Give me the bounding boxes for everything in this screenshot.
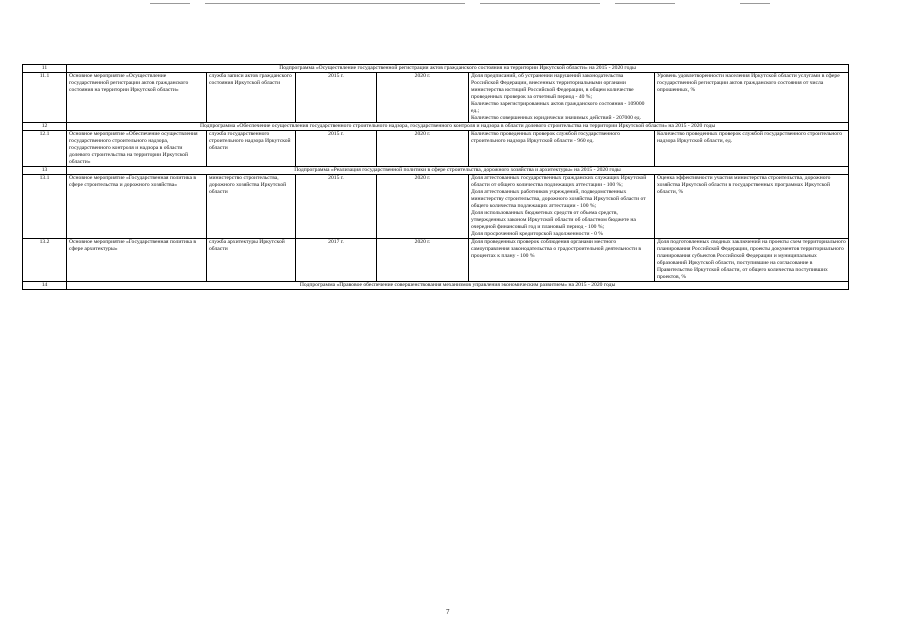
expected-results: Доля предписаний, об устранении нарушений законодательства Российской Федерации, внесенных территориальными органами министерства юстиций Российской Федерации, в общем количестве проведенных проверок за отчетный период - 40 %; Количество зарегистрированных актов гражданского состояния - 109000 ед.; Количество совершенных юридически значимых действий - 207000 ед. [469,72,655,122]
activity-name: Основное мероприятие «Государственная политика в сфере архитектуры» [67,238,207,281]
end-year: 2020 г. [377,174,469,238]
expected-results: Количество проведенных проверок службой государственного строительного надзора Иркутской области - 960 ед. [469,130,655,166]
activity-name: Основное мероприятие «Государственная политика в сфере строительства и дорожного хозяйства» [67,174,207,238]
row-number: 12.1 [23,130,67,166]
activity-name: Основное мероприятие «Осуществление государственной регистрации актов гражданского состояния на территории Иркутской области» [67,72,207,122]
row-number: 11 [23,65,67,73]
start-year: 2015 г. [296,130,377,166]
start-year: 2017 г. [296,238,377,281]
target-indicator: Доля подготовленных сводных заключений на проекты схем территориального планирования Российской Федерации, проекты документов территориального планирования субъектов Российской Федерации и муниципальных образований Иркутской области, поступившие на согласование в Правительство Иркутской области, от общего количества поступивших проектов, % [655,238,849,281]
start-year: 2015 г. [296,72,377,122]
page-number: 7 [446,608,450,616]
row-number: 11.1 [23,72,67,122]
expected-results: Доля аттестованных государственных гражданских служащих Иркутской области от общего количества подлежащих аттестации - 100 %; Доля аттестованных работников учреждений, подведомственных министерству строительства, дорожного хозяйства Иркутской области от общего количества подлежащих аттестации - 100 %; Доля использованных бюджетных средств от объема средств, утвержденных законом Иркутской области об областном бюджете на очередной финансовый год и плановый период - 100 %; Доля просроченной кредиторской задолженности - 0 % [469,174,655,238]
subprogram-title: Подпрограмма «Обеспечение осуществления государственного строительного надзора, государственного контроля и надзора в области долевого строительства на территории Иркутской области» на 2015 - 2020 годы [67,122,849,130]
row-number: 13.2 [23,238,67,281]
end-year: 2020 г. [377,130,469,166]
activity-row-13-1 [23,174,849,238]
row-number: 12 [23,122,67,130]
activity-name: Основное мероприятие «Обеспечение осуществления государственного строительного надзора, государственного контроля и надзора в области долевого строительства на территории Иркутской области» [67,130,207,166]
subprogram-title: Подпрограмма «Реализация государственной политики в сфере строительства, дорожного хозяйства и архитектуры» на 2015 - 2020 годы [67,166,849,174]
target-indicator: Оценка эффективности участия министерства строительства, дорожного хозяйства Иркутской области в государственных программах Иркутской области, % [655,174,849,238]
subprogram-row-13 [23,166,849,174]
executor: служба государственного строительного надзора Иркутской области [207,130,296,166]
activity-row-12-1 [23,130,849,166]
subprogram-row-11 [23,65,849,73]
expected-results: Доля проведенных проверок соблюдения органами местного самоуправления законодательства о градостроительной деятельности в процентах к плану - 100 % [469,238,655,281]
target-indicator: Уровень удовлетворенности населения Иркутской области услугами в сфере государственной регистрации актов гражданского состояния от числа опрошенных, % [655,72,849,122]
start-year: 2015 г. [296,174,377,238]
row-number: 13 [23,166,67,174]
row-number: 13.1 [23,174,67,238]
target-indicator: Количество проведенных проверок службой государственного строительного надзора Иркутской области, ед. [655,130,849,166]
end-year: 2020 г. [377,72,469,122]
executor: служба записи актов гражданского состояния Иркутской области [207,72,296,122]
executor: служба архитектуры Иркутской области [207,238,296,281]
program-activities-table [22,64,849,290]
row-number: 14 [23,281,67,289]
activity-row-11-1 [23,72,849,122]
subprogram-row-12 [23,122,849,130]
subprogram-title: Подпрограмма «Правовое обеспечение совершенствования механизмов управления экономическим развитием» на 2015 - 2020 годы [67,281,849,289]
activity-row-13-2 [23,238,849,281]
subprogram-row-14 [23,281,849,289]
end-year: 2020 г. [377,238,469,281]
executor: министерство строительства, дорожного хозяйства Иркутской области [207,174,296,238]
subprogram-title: Подпрограмма «Осуществление государственной регистрации актов гражданского состояния на территории Иркутской области» на 2015 - 2020 годы [67,65,849,73]
scan-edge-artifact [0,0,905,8]
